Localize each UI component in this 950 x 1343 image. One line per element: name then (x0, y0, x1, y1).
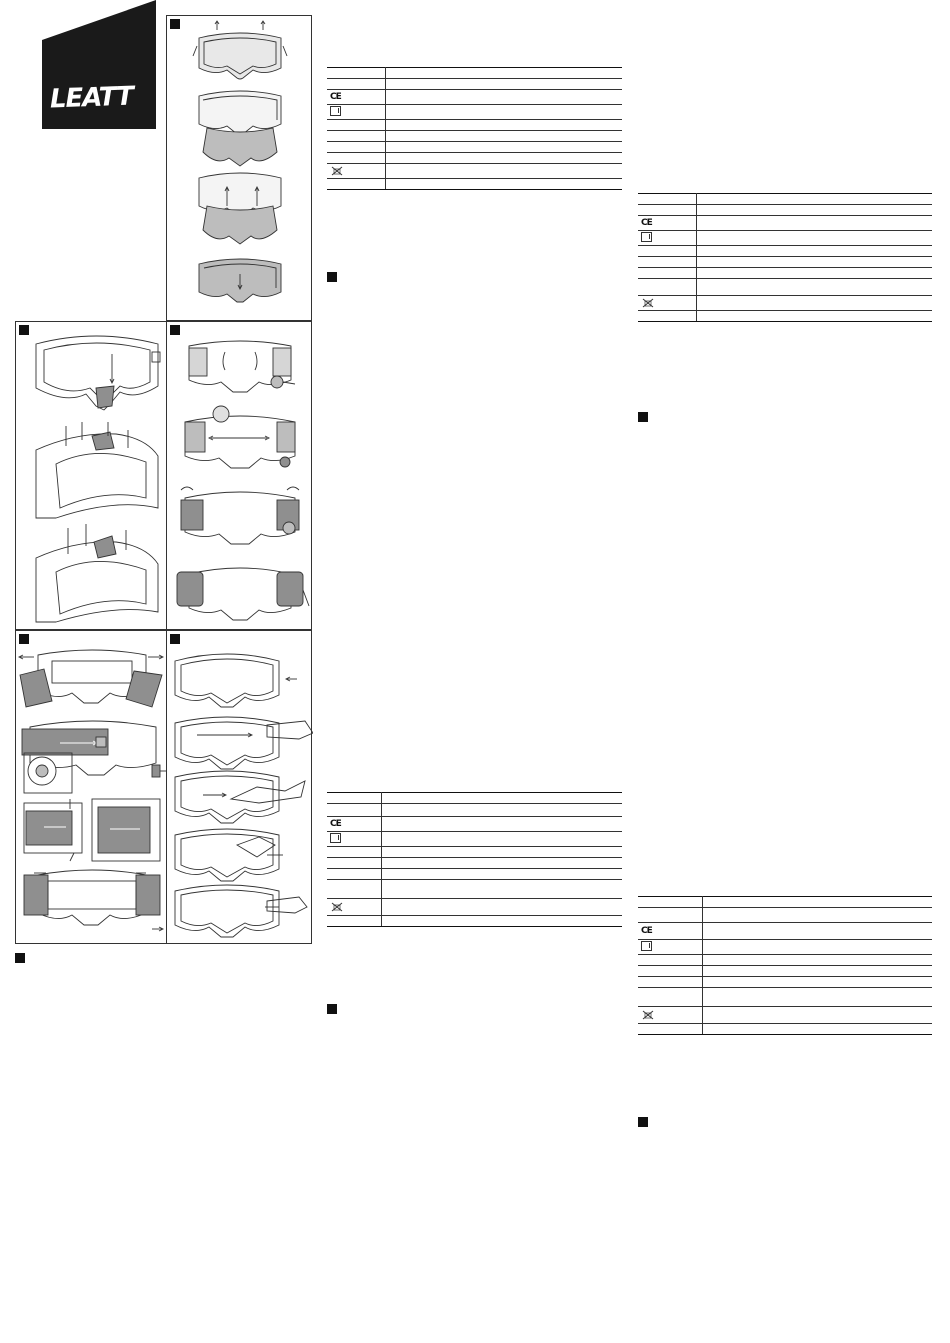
spec-table-2 (638, 193, 932, 322)
manual-icon (330, 833, 341, 843)
roll-off-film-illustrations (16, 631, 168, 945)
recycle-icon (330, 166, 344, 176)
tear-off-front (175, 654, 297, 707)
panel-lens-removal (166, 15, 312, 321)
goggle-nose-guard-front (36, 336, 160, 410)
tear-off-lock (175, 829, 283, 881)
panel-nose-guard (15, 321, 167, 630)
goggle-lens-lift (193, 21, 287, 79)
nose-guard-illustrations (16, 322, 168, 631)
canister-open (189, 341, 295, 392)
manual-icon (330, 106, 341, 116)
panel-tear-off (166, 630, 312, 944)
recycle-icon (641, 1010, 655, 1020)
goggle-nose-guard-top-2 (36, 524, 158, 622)
leatt-logo: LEATT (49, 81, 134, 115)
tear-off-align (175, 771, 305, 823)
section-marker (15, 953, 25, 963)
section-marker (327, 1004, 337, 1014)
lens-removal-illustrations (167, 16, 313, 322)
roll-off-film-feed (19, 650, 163, 707)
ce-mark: CE (330, 819, 341, 829)
tear-off-complete (175, 885, 307, 937)
spec-table-3 (327, 792, 622, 927)
manual-icon (641, 232, 652, 242)
ce-mark: CE (641, 926, 652, 936)
tear-off-insert (175, 717, 313, 769)
spec-table-1 (327, 67, 622, 190)
roll-off-canister-illustrations (167, 322, 313, 631)
ce-mark: CE (330, 92, 341, 102)
goggle-lens-insert (199, 173, 281, 244)
panel-roll-off-canister (166, 321, 312, 630)
goggle-lens-seated (199, 259, 281, 302)
section-marker (327, 272, 337, 282)
section-marker (638, 412, 648, 422)
roll-off-detail (24, 799, 160, 861)
section-marker (638, 1117, 648, 1127)
ce-mark: CE (641, 218, 652, 228)
roll-off-film-pull (22, 721, 166, 793)
canister-close (181, 487, 299, 544)
canister-mounted (177, 568, 309, 620)
recycle-icon (330, 902, 344, 912)
goggle-nose-guard-top-1 (36, 422, 158, 518)
tear-off-illustrations (167, 631, 313, 945)
canister-film-loaded (185, 406, 295, 468)
panel-roll-off-film (15, 630, 167, 944)
spec-table-4 (638, 896, 932, 1035)
roll-off-complete (24, 870, 163, 931)
recycle-icon (641, 298, 655, 308)
manual-icon (641, 941, 652, 951)
goggle-with-lens-out (199, 91, 281, 166)
leatt-logo-banner (42, 0, 156, 129)
